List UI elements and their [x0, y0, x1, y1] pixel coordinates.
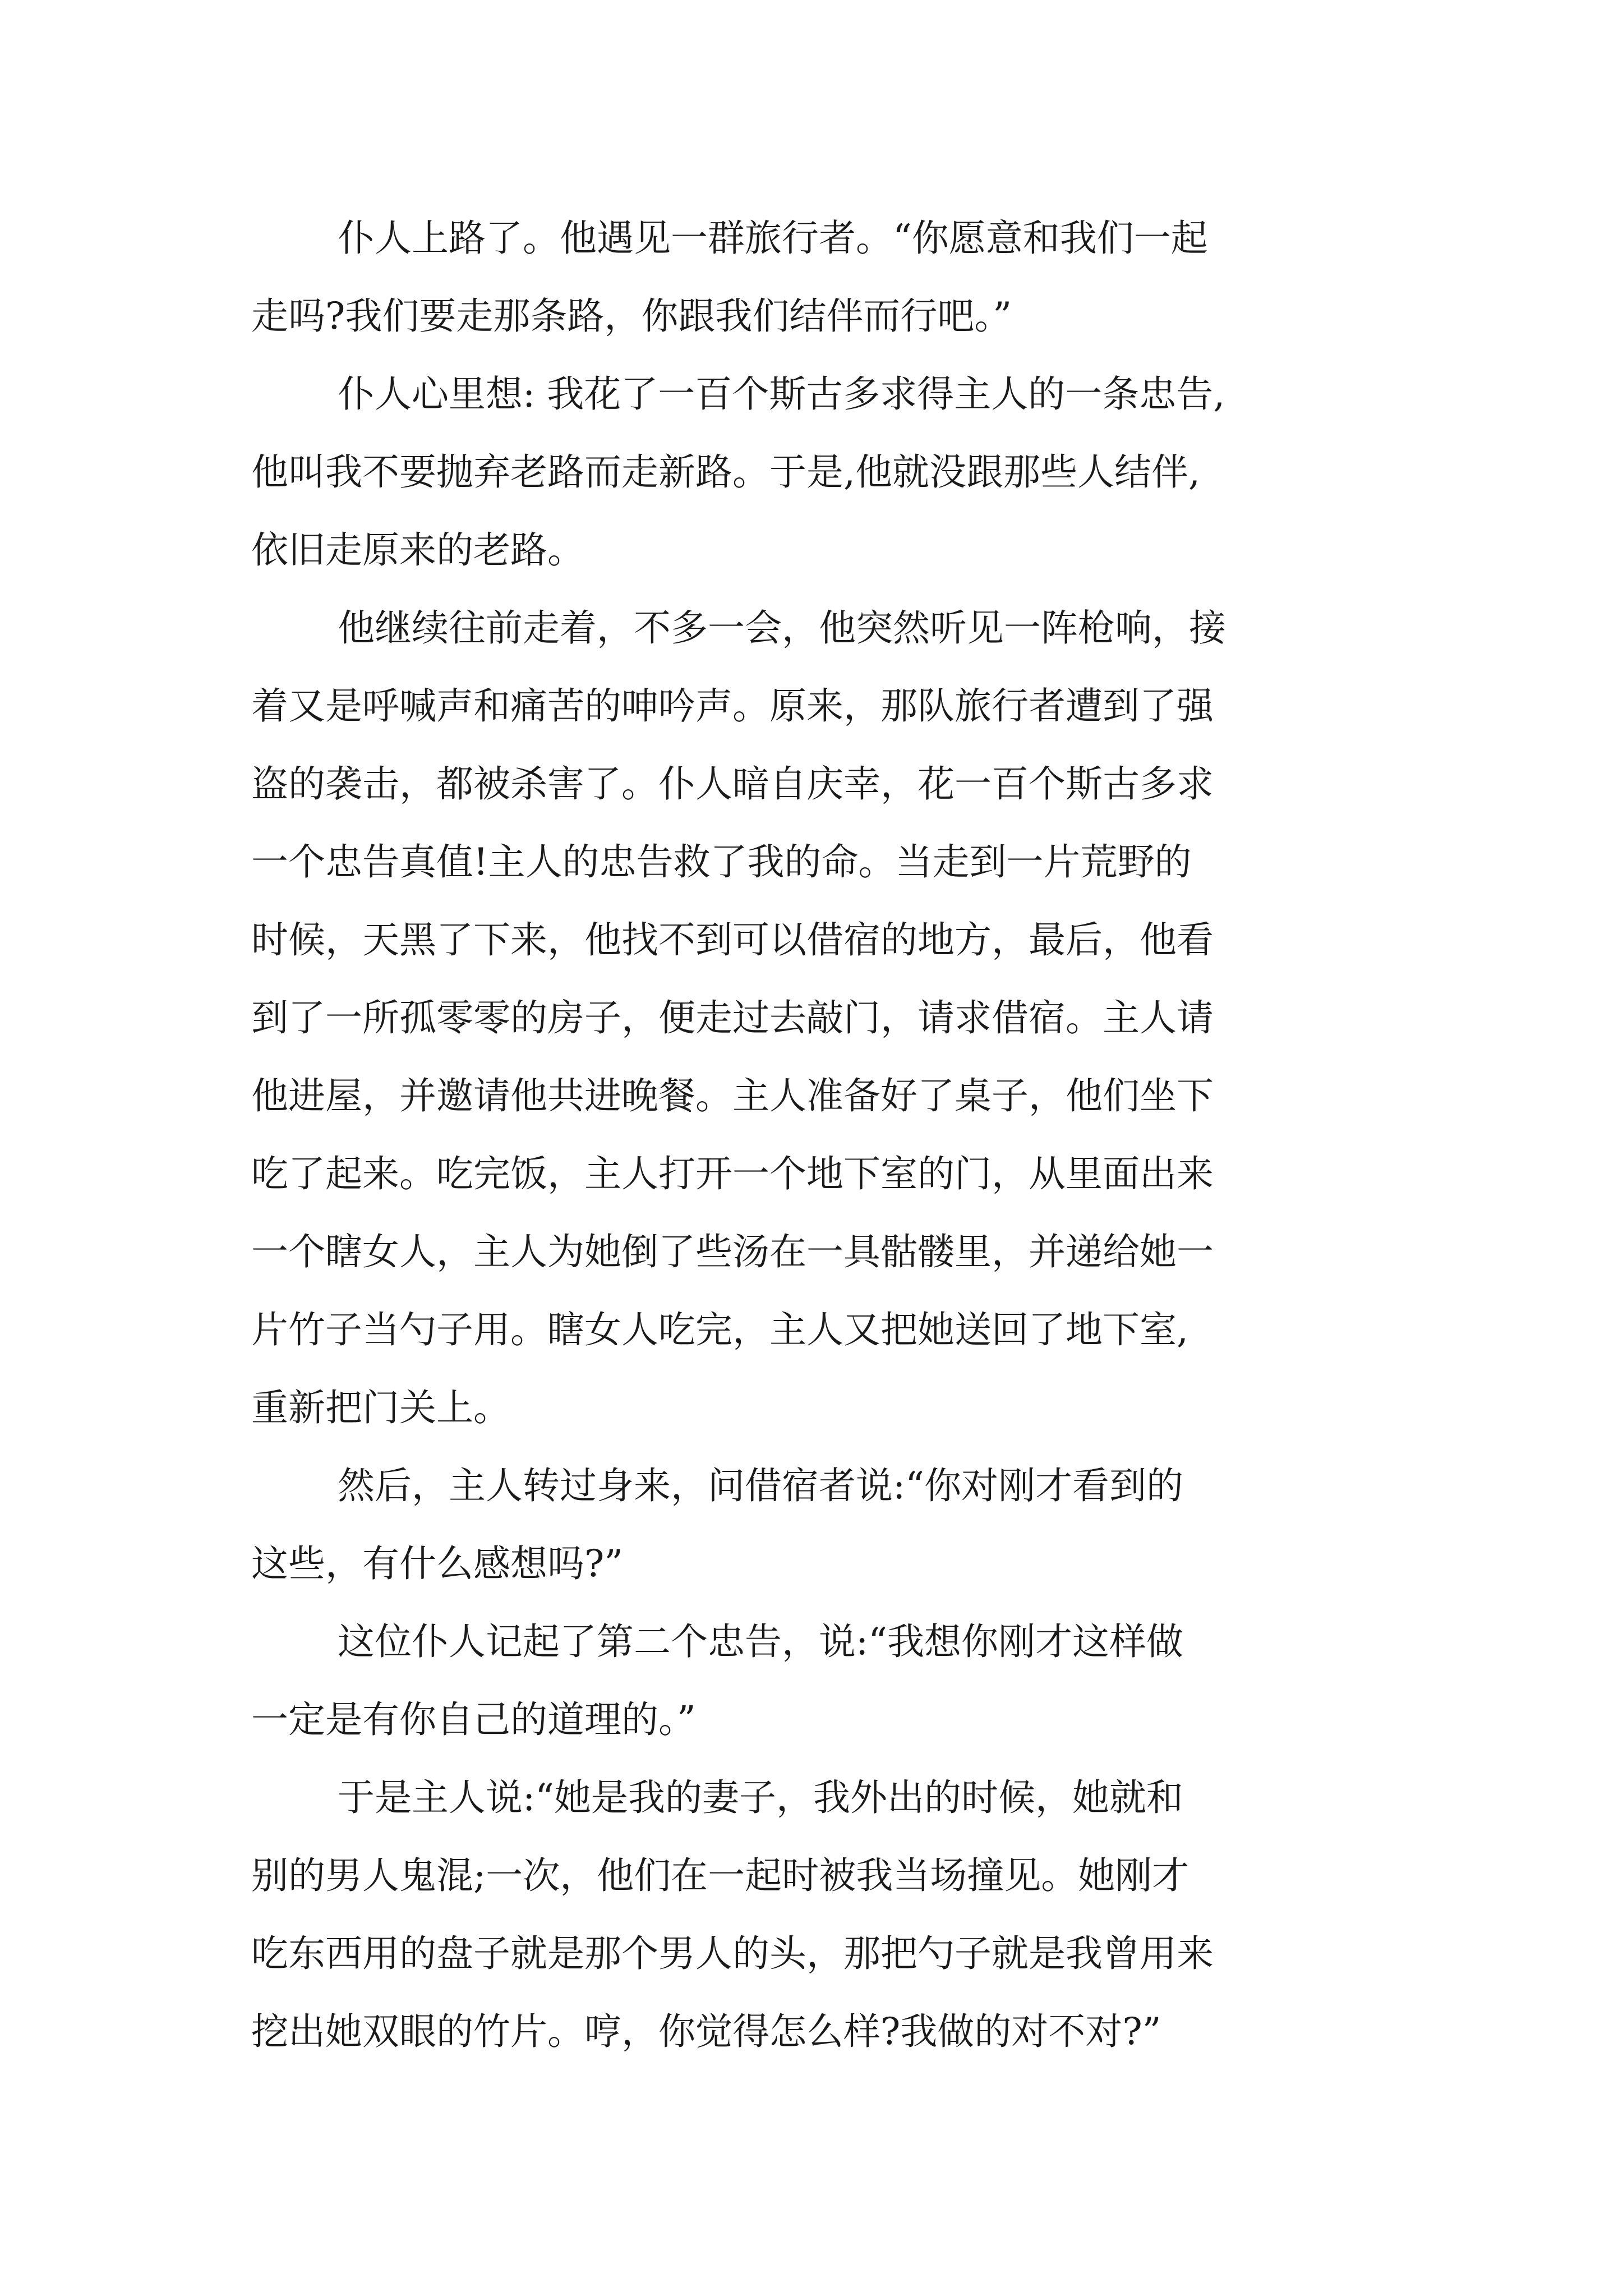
- text-line: 这些，有什么感想吗?”: [251, 1542, 624, 1585]
- text-line: 一定是有你自己的道理的。”: [251, 1698, 696, 1741]
- text-line: 吃了起来。吃完饭，主人打开一个地下室的门，从里面出来: [251, 1152, 1214, 1195]
- text-line: 仆人上路了。他遇见一群旅行者。“你愿意和我们一起: [338, 217, 1208, 260]
- text-line: 着又是呼喊声和痛苦的呻吟声。原来，那队旅行者遭到了强: [251, 684, 1214, 728]
- document-body: [251, 199, 1435, 2070]
- text-line: 然后，主人转过身来，问借宿者说:“你对刚才看到的: [338, 1464, 1183, 1507]
- text-line: 依旧走原来的老路。: [251, 528, 584, 572]
- text-line: 这位仆人记起了第二个忠告，说:“我想你刚才这样做: [338, 1620, 1183, 1663]
- text-line: 片竹子当勺子用。瞎女人吃完，主人又把她送回了地下室,: [251, 1308, 1188, 1351]
- text-line: 他叫我不要抛弃老路而走新路。于是,他就没跟那些人结伴,: [251, 450, 1200, 494]
- text-line: 一个瞎女人，主人为她倒了些汤在一具骷髅里，并递给她一: [251, 1230, 1214, 1273]
- text-line: 他进屋，并邀请他共进晚餐。主人准备好了桌子，他们坐下: [251, 1074, 1214, 1117]
- text-line: 仆人心里想: 我花了一百个斯古多求得主人的一条忠告,: [338, 372, 1225, 416]
- text-line: 时候，天黑了下来，他找不到可以借宿的地方，最后，他看: [251, 918, 1214, 961]
- text-line: 吃东西用的盘子就是那个男人的头，那把勺子就是我曾用来: [251, 1932, 1214, 1975]
- text-line: 挖出她双眼的竹片。哼，你觉得怎么样?我做的对不对?”: [251, 2010, 1161, 2053]
- text-line: 别的男人鬼混;一次，他们在一起时被我当场撞见。她刚才: [251, 1854, 1189, 1897]
- text-line: 走吗?我们要走那条路，你跟我们结伴而行吧。”: [251, 295, 1012, 338]
- text-line: 一个忠告真值!主人的忠告救了我的命。当走到一片荒野的: [251, 840, 1192, 884]
- text-line: 他继续往前走着，不多一会，他突然听见一阵枪响，接: [338, 606, 1226, 650]
- text-line: 重新把门关上。: [251, 1386, 510, 1429]
- text-line: 到了一所孤零零的房子，便走过去敲门，请求借宿。主人请: [251, 996, 1214, 1039]
- text-line: 于是主人说:“她是我的妻子，我外出的时候，她就和: [338, 1776, 1183, 1819]
- text-line: 盗的袭击，都被杀害了。仆人暗自庆幸，花一百个斯古多求: [251, 762, 1214, 806]
